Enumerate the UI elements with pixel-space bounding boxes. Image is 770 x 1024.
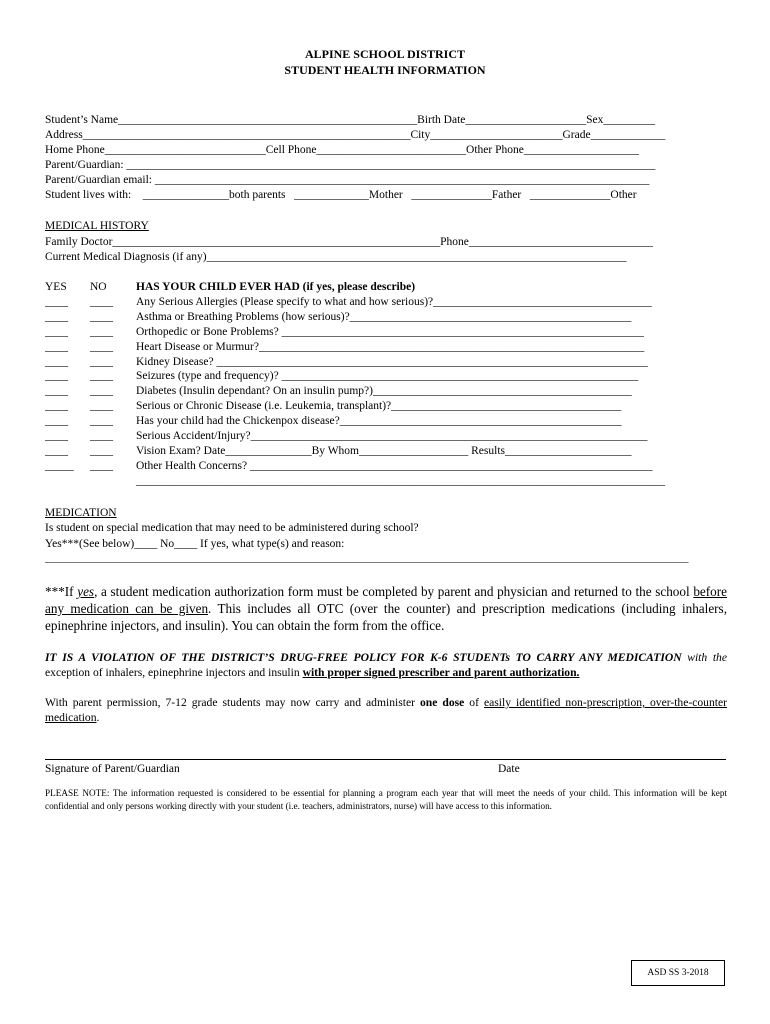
- table-row: [45, 340, 665, 355]
- yes-blank[interactable]: ____: [45, 310, 68, 323]
- no-blank[interactable]: ____: [90, 325, 113, 338]
- no-blank[interactable]: ____: [90, 385, 113, 398]
- diagnosis-line: Current Medical Diagnosis (if any)_________________________________________________________________________: [45, 251, 627, 263]
- policy-text: exception of inhalers, epinephrine injectors and insulin: [45, 666, 303, 679]
- question-header: HAS YOUR CHILD EVER HAD (if yes, please describe): [136, 281, 416, 293]
- table-row: [45, 459, 665, 474]
- document-id-box: ASD SS 3-2018: [631, 960, 725, 986]
- yes-blank[interactable]: ____: [45, 355, 68, 368]
- table-row: [45, 369, 665, 384]
- notice-text: . This includes all OTC (over the counter) and prescription medications (including inhalers, epinephrine injectors, and insulin). You can obtain the form from the office.: [45, 601, 727, 633]
- phone-line: Home Phone____________________________Cell Phone__________________________Other Phone____________________: [45, 144, 639, 156]
- otc-text: of: [464, 696, 484, 709]
- yes-blank[interactable]: ____: [45, 400, 68, 413]
- guardian-email-line: Parent/Guardian email: ______________________________________________________________________________________: [45, 174, 650, 186]
- yes-blank[interactable]: ____: [45, 385, 68, 398]
- drug-free-policy: [45, 650, 727, 680]
- otc-underlined: easily identified non-prescription, over-the-counter medication: [45, 696, 727, 724]
- yes-blank[interactable]: _____: [45, 459, 74, 472]
- table-row: [45, 355, 665, 370]
- policy-bold: IT IS A VIOLATION OF THE DISTRICT’S DRUG-FREE POLICY FOR K-6 STUDENTs TO CARRY ANY MEDICATION: [45, 651, 682, 664]
- no-blank[interactable]: ____: [90, 295, 113, 308]
- no-blank[interactable]: ____: [90, 444, 113, 457]
- authorization-notice: [45, 583, 727, 634]
- policy-with: with: [681, 651, 713, 664]
- question-text: Serious or Chronic Disease (i.e. Leukemia, transplant)?________________________________________: [136, 400, 622, 413]
- no-blank[interactable]: ____: [90, 415, 113, 428]
- question-text: Kidney Disease? ___________________________________________________________________________: [136, 355, 648, 368]
- notice-underlined: before any medication can be given: [45, 584, 727, 616]
- col-yes-header: YES: [45, 281, 67, 293]
- notice-yes: yes: [77, 584, 95, 599]
- table-row: [45, 414, 665, 429]
- table-row: [45, 325, 665, 340]
- question-text: Asthma or Breathing Problems (how serious)?_________________________________________________: [136, 310, 632, 323]
- no-blank[interactable]: ____: [90, 370, 113, 383]
- no-blank[interactable]: ____: [90, 459, 113, 472]
- question-text: Any Serious Allergies (Please specify to what and how serious)?______________________________________: [136, 295, 652, 308]
- please-note: PLEASE NOTE: The information requested is considered to be essential for planning a program each year that will meet the needs of your child. This information will be kept confidential and only persons working directly with your student (i.e. teachers, administrators, nurse) will have access to this information.: [45, 788, 727, 811]
- date-label: Date: [498, 763, 520, 775]
- address-line: Address_________________________________________________________City_______________________Grade_____________: [45, 129, 666, 141]
- medication-blank-line[interactable]: _____________________________________________________________________________________________________________________: [45, 552, 689, 564]
- medication-heading: MEDICATION: [45, 507, 117, 519]
- lives-with-line: Student lives with: _______________both parents _____________Mother ______________Father ______________Other: [45, 189, 637, 201]
- question-text: Heart Disease or Murmur?___________________________________________________________________: [136, 340, 645, 353]
- policy-the: the: [712, 651, 727, 664]
- table-row: [45, 384, 665, 399]
- table-row: [45, 474, 665, 489]
- no-blank: [90, 474, 136, 489]
- question-text: Orthopedic or Bone Problems? _______________________________________________________________: [136, 325, 644, 338]
- table-row: [45, 429, 665, 444]
- policy-authorization: with proper signed prescriber and parent authorization.: [302, 666, 580, 679]
- col-no-header: NO: [90, 281, 107, 293]
- notice-text: , a student medication authorization form must be completed by parent and physician and returned to the school: [94, 584, 694, 599]
- no-blank[interactable]: ____: [90, 400, 113, 413]
- table-row: [45, 399, 665, 414]
- family-doctor-line: Family Doctor_________________________________________________________Phone________________________________: [45, 236, 653, 248]
- medical-history-table: [45, 280, 665, 489]
- question-text[interactable]: ____________________________________________________________________________________________: [136, 474, 665, 487]
- student-name-line: Student’s Name____________________________________________________Birth Date_____________________Sex_________: [45, 114, 656, 126]
- otc-text: .: [96, 711, 100, 724]
- yes-blank[interactable]: ____: [45, 295, 68, 308]
- question-text: Seizures (type and frequency)? ______________________________________________________________: [136, 370, 639, 383]
- no-blank[interactable]: ____: [90, 310, 113, 323]
- question-text: Serious Accident/Injury?_____________________________________________________________________: [136, 430, 648, 443]
- no-blank[interactable]: ____: [90, 430, 113, 443]
- question-text: Vision Exam? Date_______________By Whom___________________ Results______________________: [136, 444, 632, 457]
- yes-blank: [45, 474, 90, 489]
- table-header-row: [45, 280, 665, 295]
- yes-blank[interactable]: ____: [45, 415, 68, 428]
- otc-permission: [45, 695, 727, 725]
- medication-question: Is student on special medication that may need to be administered during school?: [45, 522, 419, 534]
- medication-answer-line: Yes***(See below)____ No____ If yes, what type(s) and reason:: [45, 538, 345, 550]
- table-row: [45, 295, 665, 310]
- table-row: [45, 310, 665, 325]
- yes-blank[interactable]: ____: [45, 444, 68, 457]
- yes-blank[interactable]: ____: [45, 340, 68, 353]
- form-title: STUDENT HEALTH INFORMATION: [284, 63, 486, 77]
- district-title: ALPINE SCHOOL DISTRICT: [304, 47, 466, 61]
- question-text: Other Health Concerns? ______________________________________________________________________: [136, 459, 653, 472]
- question-text: Has your child had the Chickenpox disease?_________________________________________________: [136, 415, 622, 428]
- yes-blank[interactable]: ____: [45, 325, 68, 338]
- otc-text: With parent permission, 7-12 grade students may now carry and administer: [45, 696, 420, 709]
- signature-line[interactable]: [45, 759, 726, 760]
- guardian-line: Parent/Guardian: ____________________________________________________________________________________________: [45, 159, 656, 171]
- yes-blank[interactable]: ____: [45, 370, 68, 383]
- otc-bold: one dose: [419, 696, 465, 709]
- yes-blank[interactable]: ____: [45, 430, 68, 443]
- no-blank[interactable]: ____: [90, 355, 113, 368]
- medical-history-heading: MEDICAL HISTORY: [45, 220, 149, 232]
- signature-label: Signature of Parent/Guardian: [45, 763, 180, 775]
- question-text: Diabetes (Insulin dependant? On an insulin pump?)_____________________________________________: [136, 385, 632, 398]
- notice-text: ***If: [45, 584, 78, 599]
- table-row: [45, 444, 665, 459]
- no-blank[interactable]: ____: [90, 340, 113, 353]
